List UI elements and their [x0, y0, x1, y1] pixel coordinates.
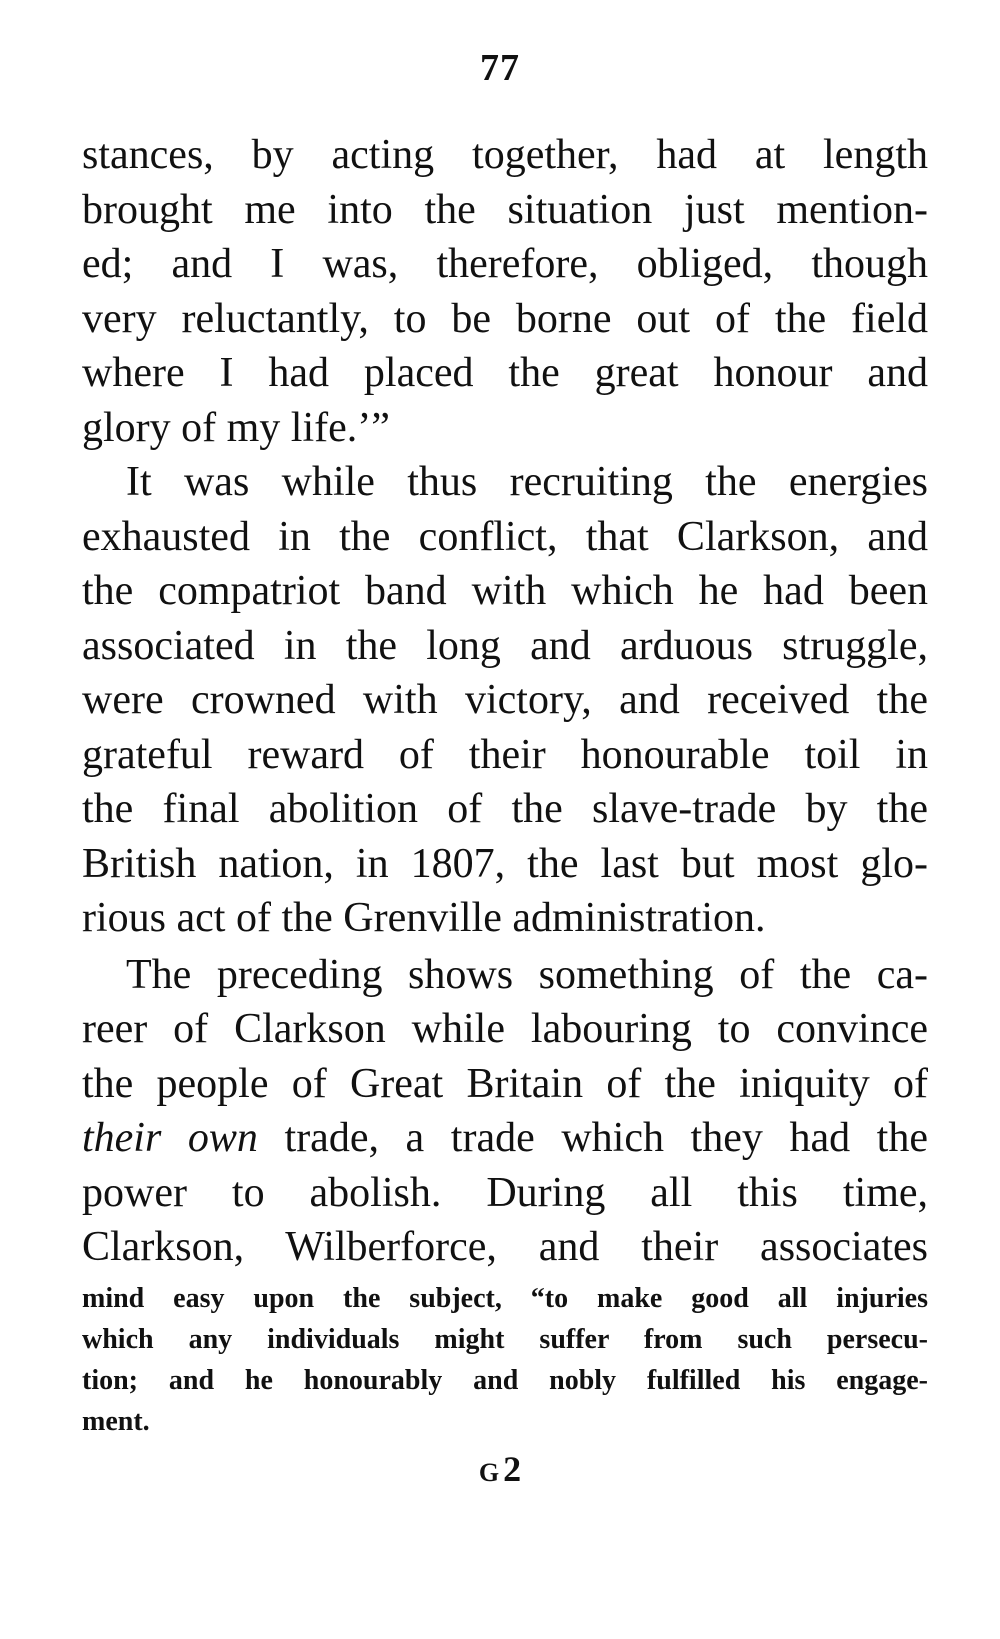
body-line: the final abolition of the slave-trade by the — [82, 786, 928, 832]
body-line: were crowned with victory, and received the — [82, 677, 928, 723]
body-line: power to abolish. During all this time, — [82, 1169, 928, 1216]
body-line: the people of Great Britain of the iniquity of — [82, 1060, 928, 1107]
body-line-italic — [82, 1111, 928, 1166]
body-line: the compatriot band with which he had been — [82, 568, 928, 614]
footnote-line: ment. — [82, 1406, 150, 1437]
body-line: glory of my life.’” — [82, 404, 390, 451]
paragraph-start-line: The preceding shows something of the ca- — [126, 951, 928, 998]
body-line: British nation, in 1807, the last but most glo- — [82, 840, 928, 887]
footnote — [82, 1278, 928, 1442]
footnote-line: mind easy upon the subject, “to make good all injuries — [82, 1283, 928, 1314]
body-line: reer of Clarkson while labouring to convince — [82, 1006, 928, 1052]
body-line: associated in the long and arduous struggle, — [82, 622, 928, 669]
body-text — [82, 128, 928, 1275]
body-line-rest: trade, a trade which they had the — [257, 1115, 928, 1161]
body-line: very reluctantly, to be borne out of the field — [82, 295, 928, 342]
body-line: brought me into the situation just mention- — [82, 186, 928, 233]
footnote-line: tion; and he honourably and nobly fulfilled his engage- — [82, 1365, 928, 1396]
signature-mark — [0, 1448, 1000, 1490]
body-line: grateful reward of their honourable toil in — [82, 731, 928, 778]
signature-letter: G — [478, 1458, 500, 1487]
body-line: Clarkson, Wilberforce, and their associates — [82, 1224, 928, 1270]
body-line: stances, by acting together, had at length — [82, 132, 928, 178]
paragraph-start-line: It was while thus recruiting the energies — [126, 459, 928, 505]
page-number: 77 — [480, 47, 520, 89]
body-line: ed; and I was, therefore, obliged, though — [82, 241, 928, 287]
footnote-line: which any individuals might suffer from such persecu- — [82, 1324, 928, 1355]
body-line: where I had placed the great honour and — [82, 350, 928, 396]
body-line: rious act of the Grenville administration. — [82, 895, 766, 941]
italic-emphasis: their own — [82, 1115, 258, 1161]
signature-number: 2 — [503, 1449, 522, 1489]
body-line: exhausted in the conflict, that Clarkson, and — [82, 513, 928, 560]
